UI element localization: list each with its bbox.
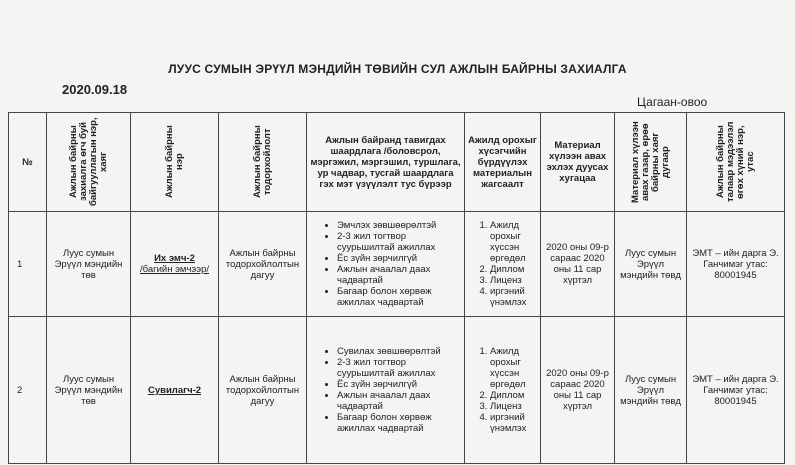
documents-cell <box>465 317 541 464</box>
col-header-period: Материал хүлээн авах эхлэх дуусах хугацаа <box>541 113 615 212</box>
document-item: 3. Лиценз <box>490 275 537 286</box>
col-header-position: Ажлын байрны нэр <box>131 113 219 212</box>
requirement-item: • Ёс зүйн зөрчилгүй <box>337 379 460 390</box>
org-cell: Луус сумын Эрүүл мэндийн төв <box>47 317 131 464</box>
contact-cell: ЭМТ – ийн дарга Э. Ганчимэг утас: 80001945 <box>687 317 785 464</box>
period-cell: 2020 оны 09-р сараас 2020 оны 11 сар хүртэл <box>541 212 615 317</box>
document-item: 2. Диплом <box>490 264 537 275</box>
documents-cell <box>465 212 541 317</box>
location-cell: Луус сумын Эрүүл мэндийн төвд <box>615 212 687 317</box>
page-title: ЛУУС СУМЫН ЭРҮҮЛ МЭНДИЙН ТӨВИЙН СУЛ АЖЛЫН БАЙРНЫ ЗАХИАЛГА <box>168 62 627 76</box>
col-header-description: Ажлын байрны тодорхойлолт <box>219 113 307 212</box>
col-header-location: Материал хүлээн авах газар, өрөө байрны хаяг дугаар <box>615 113 687 212</box>
requirements-cell <box>307 212 465 317</box>
location-label: Цагаан-овоо <box>637 95 708 109</box>
requirement-item: • Сувилах зөвшөөрөлтэй <box>337 346 460 357</box>
document-item: 1. Ажилд орохыг хүссэн өргөдөл <box>490 220 537 264</box>
document-item: 1. Ажилд орохыг хүссэн өргөдөл <box>490 346 537 390</box>
contact-cell: ЭМТ – ийн дарга Э. Ганчимэг утас: 80001945 <box>687 212 785 317</box>
org-cell: Луус сумын Эрүүл мэндийн төв <box>47 212 131 317</box>
col-header-org: Ажлын байрны захиалга өгч буй байгууллагын нэр, хаяг <box>47 113 131 212</box>
document-item: 3. Лиценз <box>490 401 537 412</box>
requirement-item: • 2-3 жил тогтвор суурьшилтай ажиллах <box>337 231 460 253</box>
requirements-cell <box>307 317 465 464</box>
table-row <box>9 212 785 317</box>
document-item: 4. иргэний үнэмлэх <box>490 286 537 308</box>
requirement-item: • 2-3 жил тогтвор суурьшилтай ажиллах <box>337 357 460 379</box>
requirement-item: • Ажлын ачаалал даах чадвартай <box>337 390 460 412</box>
location-cell: Луус сумын Эрүүл мэндийн төвд <box>615 317 687 464</box>
document-date: 2020.09.18 <box>62 82 128 97</box>
requirement-item: • Эмчлэх зөвшөөрөлтэй <box>337 220 460 231</box>
description-cell: Ажлын байрны тодорхойлолтын дагуу <box>219 317 307 464</box>
col-header-number: № <box>9 113 47 212</box>
col-header-contact: Ажлын байрны талаар мэдээлэл өгөх хүний нэр, утас <box>687 113 785 212</box>
document-item: 2. Диплом <box>490 390 537 401</box>
position-cell: Сувилагч-2 <box>131 317 219 464</box>
col-header-documents: Ажилд орохыг хүсэгчийн бүрдүүлэх материалын жагсаалт <box>465 113 541 212</box>
document-item: 4. иргэний үнэмлэх <box>490 412 537 434</box>
position-cell: Их эмч-2 /багийн эмчээр/ <box>131 212 219 317</box>
row-number: 1 <box>9 212 47 317</box>
vacancy-table <box>8 112 785 464</box>
requirement-item: • Ажлын ачаалал даах чадвартай <box>337 264 460 286</box>
table-header-row <box>9 113 785 212</box>
description-cell: Ажлын байрны тодорхойлолтын дагуу <box>219 212 307 317</box>
row-number: 2 <box>9 317 47 464</box>
col-header-requirements: Ажлын байранд тавигдах шаардлага /боловсрол, мэргэжил, мэргэшил, туршлага, ур чадвар, тусгай шаардлага гэх мэт үзүүлэлт тус бүрээр <box>307 113 465 212</box>
requirement-item: • Багаар болон хөрвөж ажиллах чадвартай <box>337 286 460 308</box>
requirement-item: • Багаар болон хөрвөж ажиллах чадвартай <box>337 412 460 434</box>
period-cell: 2020 оны 09-р сараас 2020 оны 11 сар хүртэл <box>541 317 615 464</box>
table-row <box>9 317 785 464</box>
requirement-item: • Ёс зүйн зөрчилгүй <box>337 253 460 264</box>
